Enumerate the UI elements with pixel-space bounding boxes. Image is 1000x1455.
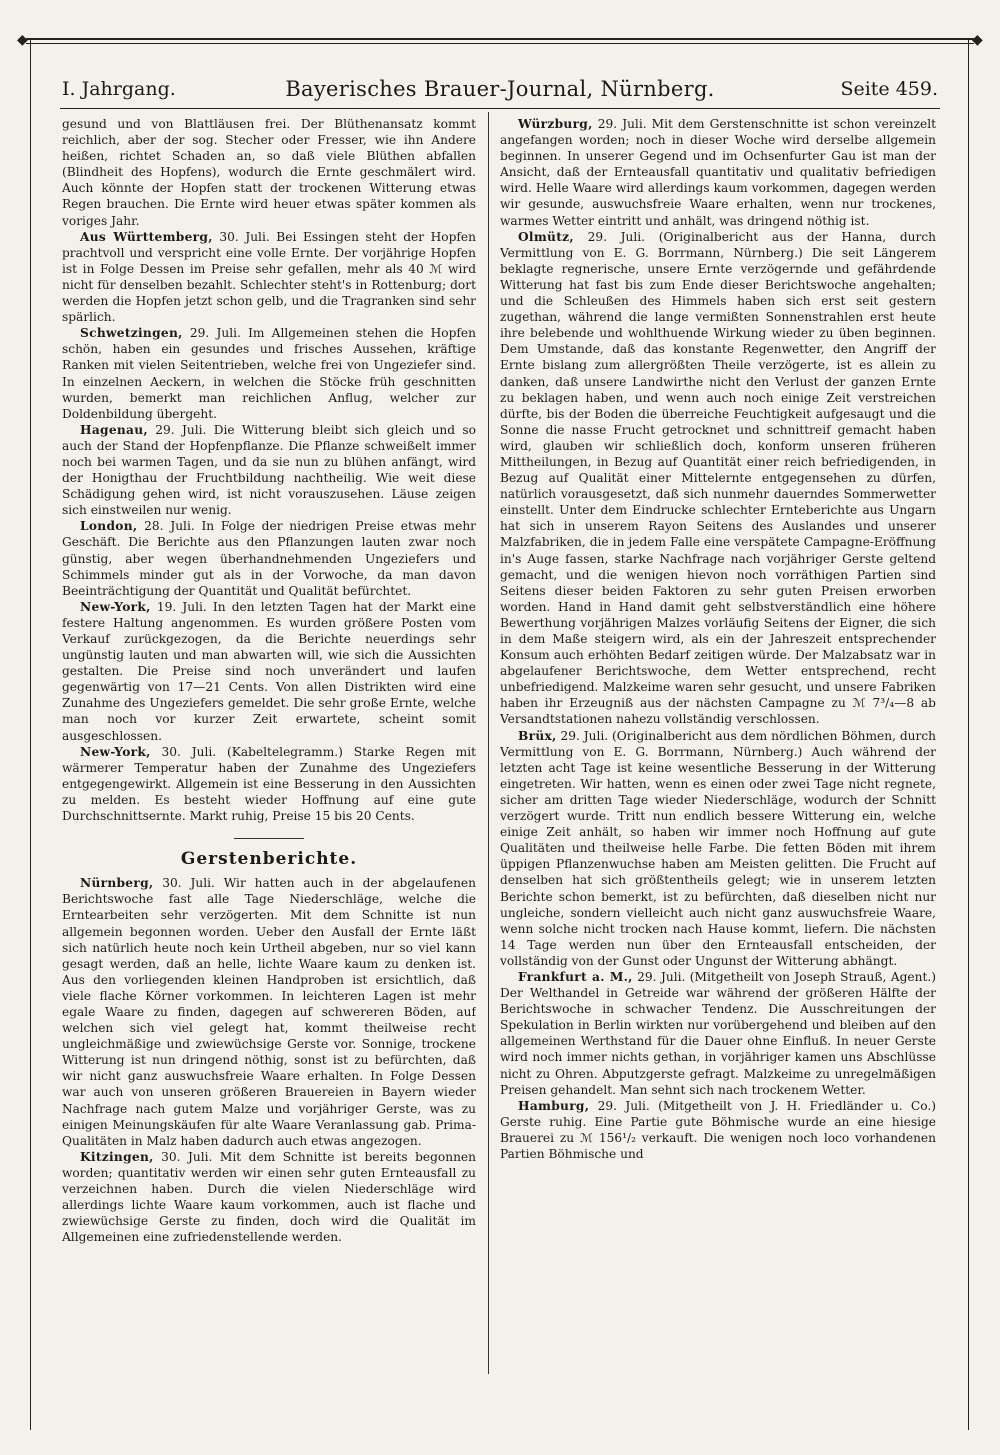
report-paragraph <box>500 229 936 728</box>
journal-title: Bayerisches Brauer-Journal, Nürnberg. <box>285 77 715 101</box>
left-rule <box>30 40 31 1430</box>
left-column <box>62 116 476 1367</box>
section-heading: Gerstenberichte. <box>180 849 358 870</box>
report-text: 30. Juli. Wir hatten auch in der abgelaufenen Berichtswoche fast alle Tage Niederschläge, welche die Erntearbeiten sehr verzögerten. Mit dem Schnitte ist nun allgemein begonnen worden. Ueber den Ausfall der Ernte läßt sich natürlich heute noch kein Urtheil abgeben, nur so viel kann gesagt werden, daß an helle, lichte Waare kaum zu denken ist. Aus den vorliegenden kleinen Handproben ist ersichtlich, daß viele flache Körner vorkommen. In leichteren Lagen ist mehr egale Waare zu finden, dagegen auf schwereren Böden, auf welchen sich viel gelegt hat, kommt theilweise recht ungleichmäßige und zwiewüchsige Gerste vor. Sonnige, trockene Witterung ist nun dringend nöthig, sonst ist zu befürchten, daß wir nicht ganz auswuchsfreie Waare erhalten. In Folge Dessen war auch von unseren größeren Brauereien in Bayern wieder Nachfrage nach gutem Malze und vorjähriger Gerste, was zu einigen Meinungskäufen für alte Waare Veranlassung gab. Prima-Qualitäten in Malz haben dadurch auch etwas angezogen. <box>62 876 476 1148</box>
report-text: 29. Juli. Die Witterung bleibt sich gleich und so auch der Stand der Hopfenpflanze. Die Pflanze schweißelt immer noch bei warmen Tagen, und da sie nun zu blühen anfängt, wird der Honigthau der Fruchtbildung nachtheilig. Wie weit diese Schädigung gehen wird, ist nicht vorauszusehen. Läuse zeigen sich einstweilen nur wenig. <box>62 422 476 518</box>
report-place: Schwetzingen, <box>80 326 183 341</box>
report-paragraph <box>500 969 936 1098</box>
report-paragraph <box>500 728 936 969</box>
right-rule <box>968 40 969 1430</box>
report-place: Würzburg, <box>518 117 593 131</box>
header-rule <box>60 108 940 109</box>
report-paragraph <box>62 599 476 744</box>
report-place: Nürnberg, <box>80 876 154 891</box>
report-place: London, <box>80 519 138 534</box>
report-text: 29. Juli. (Mitgetheilt von J. H. Friedländer u. Co.) Gerste ruhig. Eine Partie gute Böhmische wurde an eine hiesige Brauerei zu ℳ 156¹/₂ verkauft. Die wenigen noch loco vorhandenen Partien Böhmische und <box>500 1098 936 1161</box>
paragraph-text: gesund und von Blattläusen frei. Der Blüthenansatz kommt reichlich, aber der sog. Stecher oder Fresser, wie ihn Andere heißen, richtet Schaden an, so daß viele Blüthen abfallen (Blindheit des Hopfens), wodurch die Ernte geschmälert wird. Auch könnte der Hopfen statt der trockenen Witterung etwas Regen brauchen. Die Ernte wird heuer etwas später kommen als voriges Jahr. <box>62 117 476 228</box>
report-text: 19. Juli. In den letzten Tagen hat der Markt eine festere Haltung angenommen. Es wurden größere Posten vom Verkauf zurückgezogen, da die Berichte neuerdings sehr ungünstig lauten und man abwarten will, wie sich die Aussichten gestalten. Die Preise sind noch unverändert und laufen gegenwärtig von 17—21 Cents. Von allen Distrikten wird eine Zunahme des Ungeziefers gemeldet. Die sehr große Ernte, welche man noch vor kurzer Zeit erwartete, scheint somit ausgeschlossen. <box>62 599 476 743</box>
report-paragraph <box>62 229 476 326</box>
report-place: Olmütz, <box>518 229 574 244</box>
report-place: Aus Württemberg, <box>80 229 213 244</box>
corner-ornament-top-right: ◆ <box>972 32 983 48</box>
report-paragraph <box>500 1098 936 1162</box>
corner-ornament-top-left: ◆ <box>17 32 28 48</box>
report-place: New-York, <box>80 599 151 614</box>
report-paragraph <box>62 875 476 1149</box>
report-place: Hamburg, <box>518 1098 590 1113</box>
report-paragraph <box>500 116 936 229</box>
report-text: 29. Juli. (Originalbericht aus dem nördlichen Böhmen, durch Vermittlung von E. G. Borrmann, Nürnberg.) Auch während der letzten acht Tage ist keine wesentliche Besserung in der Witterung eingetreten. Wir hatten, wenn es einen oder zwei Tage nicht regnete, sicher am dritten Tage wieder Niederschläge, wodurch der Schnitt verzögert wurde. Tritt nun endlich bessere Witterung ein, welche einige Zeit anhält, so haben wir immer noch Hoffnung auf gute Qualitäten und theilweise helle Farbe. Die fetten Böden mit ihrem üppigen Pflanzenwuchse haben am Meisten gelitten. Die Frucht auf denselben hat sich größtentheils gelegt; wie in unserem letzten Berichte schon bemerkt, ist zu befürchten, daß dieselben nicht nur ungleiche, sondern vielleicht auch nicht ganz auswuchsfreie Waare, wenn solche nicht trocken nach Hause kommt, liefern. Die nächsten 14 Tage werden nun über den Ernteausfall entscheiden, der vollständig von der Gunst oder Ungunst der Witterung abhängt. <box>500 728 936 968</box>
report-text: 30. Juli. Bei Essingen steht der Hopfen prachtvoll und verspricht eine volle Ernte. Der vorjährige Hopfen ist in Folge Dessen im Preise sehr gefallen, mehr als 40 ℳ wird nicht für denselben bezahlt. Schlechter steht's in Rottenburg; dort werden die Hopfen jetzt schon gelb, und die Tragranken sind sehr spärlich. <box>62 229 476 325</box>
report-text: 30. Juli. Mit dem Schnitte ist bereits begonnen worden; quantitativ werden wir einen sehr guten Ernteausfall zu verzeichnen haben. Durch die vielen Niederschläge wird allerdings lichte Waare kaum vorkommen, auch ist flache und zwiewüchsige Gerste zu finden, doch wird die Qualität im Allgemeinen eine zufriedenstellende werden. <box>62 1149 476 1245</box>
report-text: 28. Juli. In Folge der niedrigen Preise etwas mehr Geschäft. Die Berichte aus den Pflanzungen lauten zwar noch günstig, aber wegen überhandnehmenden Ungeziefers und Schimmels minder gut als in der Vorwoche, da man davon Beeinträchtigung der Quantität und Qualität befürchtet. <box>62 519 476 598</box>
report-place: Brüx, <box>518 728 557 743</box>
report-paragraph <box>62 325 476 422</box>
section-separator <box>234 838 304 839</box>
right-column <box>500 116 936 1367</box>
report-paragraph <box>62 422 476 519</box>
report-text: 29. Juli. (Originalbericht aus der Hanna, durch Vermittlung von E. G. Borrmann, Nürnberg.) Die seit Längerem beklagte regnerische, unsere Ernte verzögernde und gefährdende Witterung hat fast bis zum Ende dieser Berichtswoche angehalten; und die Schleußen des Himmels haben sich erst seit gestern zugethan, während die lange vermißten Sonnenstrahlen erst heute ihre belebende und wohlthuende Wirkung wieder zu üben beginnen. Dem Umstande, daß das konstante Regenwetter, den Angriff der Ernte bislang zum allergrößten Theile verzögerte, ist es allein zu danken, daß unsere Landwirthe nicht den Verlust der ganzen Ernte zu beklagen haben, und wenn auch noch einige Zeit verstreichen dürfte, bis der Boden die überreiche Feuchtigkeit aufgesaugt und die Sonne die nasse Frucht getrocknet und schnittreif gemacht haben wird, glauben wir schließlich doch, konform unseren früheren Mittheilungen, in Bezug auf Quantität einer reich befriedigenden, in Bezug auf Qualität einer Mittelernte entgegensehen zu dürfen, natürlich vorausgesetzt, daß sich nunmehr dauerndes Sommerwetter einstellt. Unter dem Eindrucke schlechter Ernteberichte aus Ungarn hat sich in unserem Rayon Seitens des Auslandes und unserer Malzfabriken, die in jedem Falle eine verspätete Campagne-Eröffnung in's Auge fassen, starke Nachfrage nach vorjähriger Gerste geltend gemacht, und die wenigen hievon noch vorräthigen Partien sind Seitens dieser beiden Faktoren zu sehr guten Preisen erworben worden. Hand in Hand damit geht selbstverständlich eine höhere Bewerthung vorjährigen Malzes vorläufig Seitens der Eigner, die sich in dem Maße steigern wird, als ein der Jahreszeit entsprechender Konsum auch erhöhten Bedarf zeitigen würde. Der Malzabsatz war in abgelaufener Berichtswoche, dem Wetter entsprechend, recht unbefriedigend. Malzkeime waren sehr gesucht, und unsere Fabriken haben ihr Erzeugniß aus der nächsten Campagne zu ℳ 7³/₄—8 ab Versandtstationen nahezu vollständig verschlossen. <box>500 229 936 727</box>
report-text: 29. Juli. (Mitgetheilt von Joseph Strauß, Agent.) Der Welthandel in Getreide war während der größeren Hälfte der Berichtswoche in schwacher Tendenz. Die Ausschreitungen der Spekulation in Berlin wirkten nur vorübergehend und bleiben auf den allgemeinen Werthstand für die Dauer ohne Einfluß. In neuer Gerste wird noch immer nichts gethan, in vorjähriger kamen uns Abschlüsse nicht zu Ohren. Abputzgerste gefragt. Malzkeime zu unregelmäßigen Preisen gehandelt. Man sehnt sich nach trockenem Wetter. <box>500 969 936 1097</box>
report-paragraph <box>62 1149 476 1246</box>
column-divider <box>488 112 489 1374</box>
top-rule-thin <box>26 43 974 44</box>
page-header <box>62 72 938 106</box>
report-text: 30. Juli. (Kabeltelegramm.) Starke Regen mit wärmerer Temperatur haben der Zunahme des Ungeziefers entgegengewirkt. Allgemein ist eine Besserung in den Aussichten zu melden. Es besteht wieder Hoffnung auf eine gute Durchschnittsernte. Markt ruhig, Preise 15 bis 20 Cents. <box>62 744 476 824</box>
paragraph <box>62 116 476 229</box>
report-place: Kitzingen, <box>80 1149 154 1164</box>
report-place: New-York, <box>80 744 151 759</box>
report-place: Frankfurt a. M., <box>518 969 633 984</box>
report-place: Hagenau, <box>80 422 148 437</box>
report-paragraph <box>62 744 476 824</box>
report-text: 29. Juli. Im Allgemeinen stehen die Hopfen schön, haben ein gesundes und frisches Aussehen, kräftige Ranken mit vielen Seitentrieben, welche frei von Ungeziefer sind. In einzelnen Aeckern, in welchen die Stöcke früh geschnitten wurden, bemerkt man reichlichen Anflug, welcher zur Doldenbildung übergeht. <box>62 326 476 421</box>
volume-label: I. Jahrgang. <box>62 78 176 100</box>
report-text: 29. Juli. Mit dem Gerstenschnitte ist schon vereinzelt angefangen worden; noch in dieser Woche wird derselbe allgemein beginnen. In unserer Gegend und im Ochsenfurter Gau ist man der Ansicht, daß der Ernteausfall quantitativ und qualitativ befriedigen wird. Helle Waare wird allerdings kaum vorkommen, dagegen werden wir gesunde, auswuchsfreie Waare erhalten, wenn nur trockenes, warmes Wetter eintritt und anhält, was dringend nöthig ist. <box>500 117 936 228</box>
report-paragraph <box>62 518 476 598</box>
top-rule <box>26 38 974 40</box>
page-number: Seite 459. <box>840 78 938 100</box>
